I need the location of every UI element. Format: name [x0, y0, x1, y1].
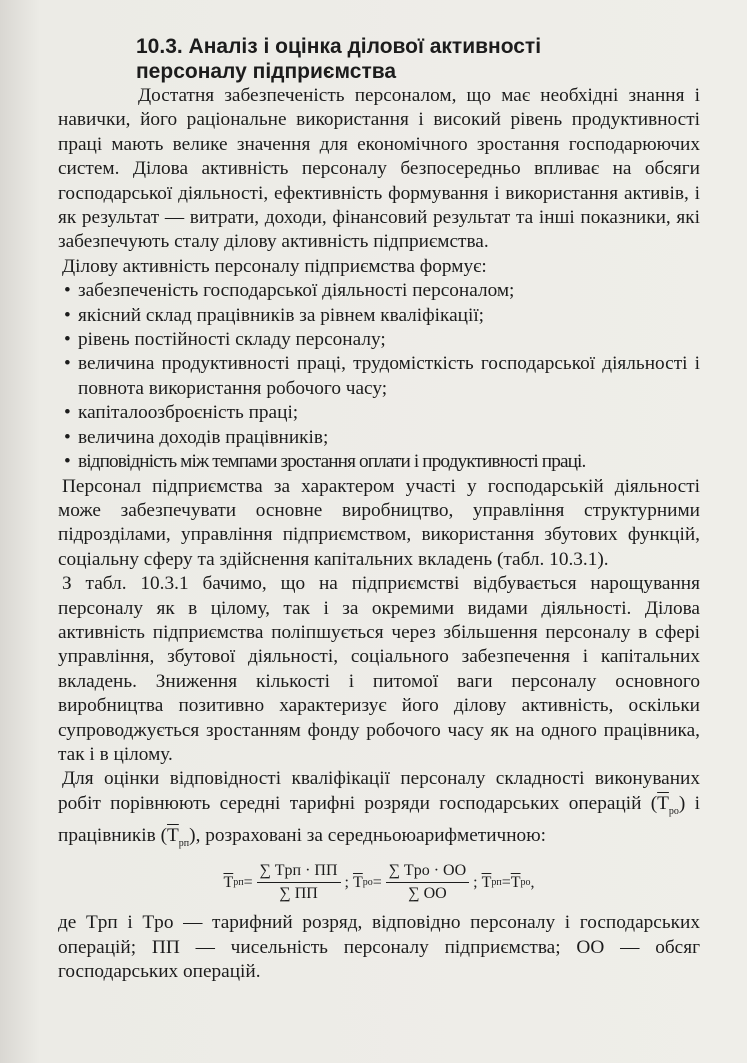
factor-list — [58, 279, 700, 474]
section-body — [58, 84, 700, 985]
fraction-denominator: ∑ ОО — [408, 885, 447, 903]
page-content — [58, 34, 700, 985]
list-item: • капіталоозброєність праці; — [58, 401, 700, 425]
formula-separator: ; — [473, 873, 478, 891]
fraction-operations — [386, 862, 469, 903]
formula-subscript-ro: ро — [362, 877, 373, 889]
symbol-t: $\overline{T}$ — [657, 792, 669, 814]
formula — [58, 862, 700, 903]
paragraph-analysis: З табл. 10.3.1 бачимо, що на підприємстві відбувається нарощування персоналу як в цілому, так і за окремими видами діяльності. Ділова активність підприємства поліпшується через збільшення персоналу в сфері управління, збутової діяльності, соціального забезпечення і капітальних вкладень. Зниження кількості і питомої ваги персоналу основного виробництва позитивно характеризує його ділову активність, оскільки супроводжується зростанням фонду робочого часу як на одного працівника, так і в цілому. — [58, 573, 700, 765]
list-item: • якісний склад працівників за рівнем кваліфікації; — [58, 304, 700, 328]
formula-subscript-ro: ро — [520, 877, 531, 889]
symbol-t: $\overline{T}$ — [167, 825, 179, 847]
fraction-personnel — [257, 862, 341, 903]
fraction-numerator: ∑ Tро · ОО — [386, 862, 469, 883]
formula-symbol-t: $\overline{T}$ — [510, 873, 521, 891]
qualification-text-c: ), розраховані за середньоюарифметичною: — [189, 825, 546, 847]
formula-equals: = — [243, 873, 253, 891]
fraction-denominator: ∑ ПП — [279, 885, 318, 903]
heading-line-2: персоналу підприємства — [136, 60, 397, 83]
paragraph-structure: Персонал підприємства за характером участі у господарській діяльності може забезпечувати основне виробництво, управління структурними підрозділами, управління підприємством, використання збутових функцій, соціальну сферу та здійснення капітальних вкладень (табл. 10.3.1). — [58, 475, 700, 570]
heading-line-1: 10.3. Аналіз і оцінка ділової активності — [136, 35, 542, 58]
formula-separator: ; — [344, 873, 349, 891]
qualification-text-b: ) і працівників ( — [58, 792, 700, 847]
subscript-ro: ро — [668, 805, 679, 817]
list-item: • величина доходів працівників; — [58, 426, 700, 450]
list-item: • відповідність між темпами зростання оплати і продуктивності праці. — [58, 450, 700, 474]
formula-subscript-rp: рп — [491, 877, 502, 889]
formula-symbol-t: $\overline{T}$ — [223, 873, 234, 891]
qualification-text-a: Для оцінки відповідності кваліфікації персоналу складності виконуваних робіт порівнюють середні тарифні розряди господарських операцій ( — [58, 768, 700, 814]
list-item: • величина продуктивності праці, трудомісткість господарської діяльності і повнота використання робочого часу; — [58, 352, 700, 401]
subscript-rp: рп — [178, 837, 190, 849]
formula-equals: = — [372, 873, 382, 891]
formula-symbol-t: $\overline{T}$ — [481, 873, 492, 891]
formula-subscript-rp: рп — [233, 877, 244, 889]
paragraph-qualification — [58, 767, 700, 856]
paragraph-lead: Ділову активність персоналу підприємства формує: — [62, 255, 487, 277]
paragraph-intro: Достатня забезпеченість персоналом, що має необхідні знання і навички, його раціональне використання і високий рівень продуктивності праці мають велике значення для економічного зростання господарюючих систем. Ділова активність персоналу безпосередньо впливає на обсяги господарської діяльності, ефективність формування і використання активів, і як результат — витрати, доходи, фінансовий результат та інші показники, які забезпечують сталу ділову активність підприємства. — [58, 85, 700, 253]
formula-symbol-t: $\overline{T}$ — [352, 873, 363, 891]
fraction-numerator: ∑ Tрп · ПП — [257, 862, 341, 883]
paragraph-legend: де Tрп і Tро — тарифний розряд, відповідно персоналу і господарських операцій; ПП — чисельність персоналу підприємства; ОО — обсяг господарських операцій. — [58, 912, 700, 983]
list-item: • рівень постійності складу персоналу; — [58, 328, 700, 352]
section-heading — [136, 34, 700, 84]
formula-end: , — [530, 873, 535, 891]
list-item: • забезпеченість господарської діяльності персоналом; — [58, 279, 700, 303]
formula-equals: = — [501, 873, 511, 891]
